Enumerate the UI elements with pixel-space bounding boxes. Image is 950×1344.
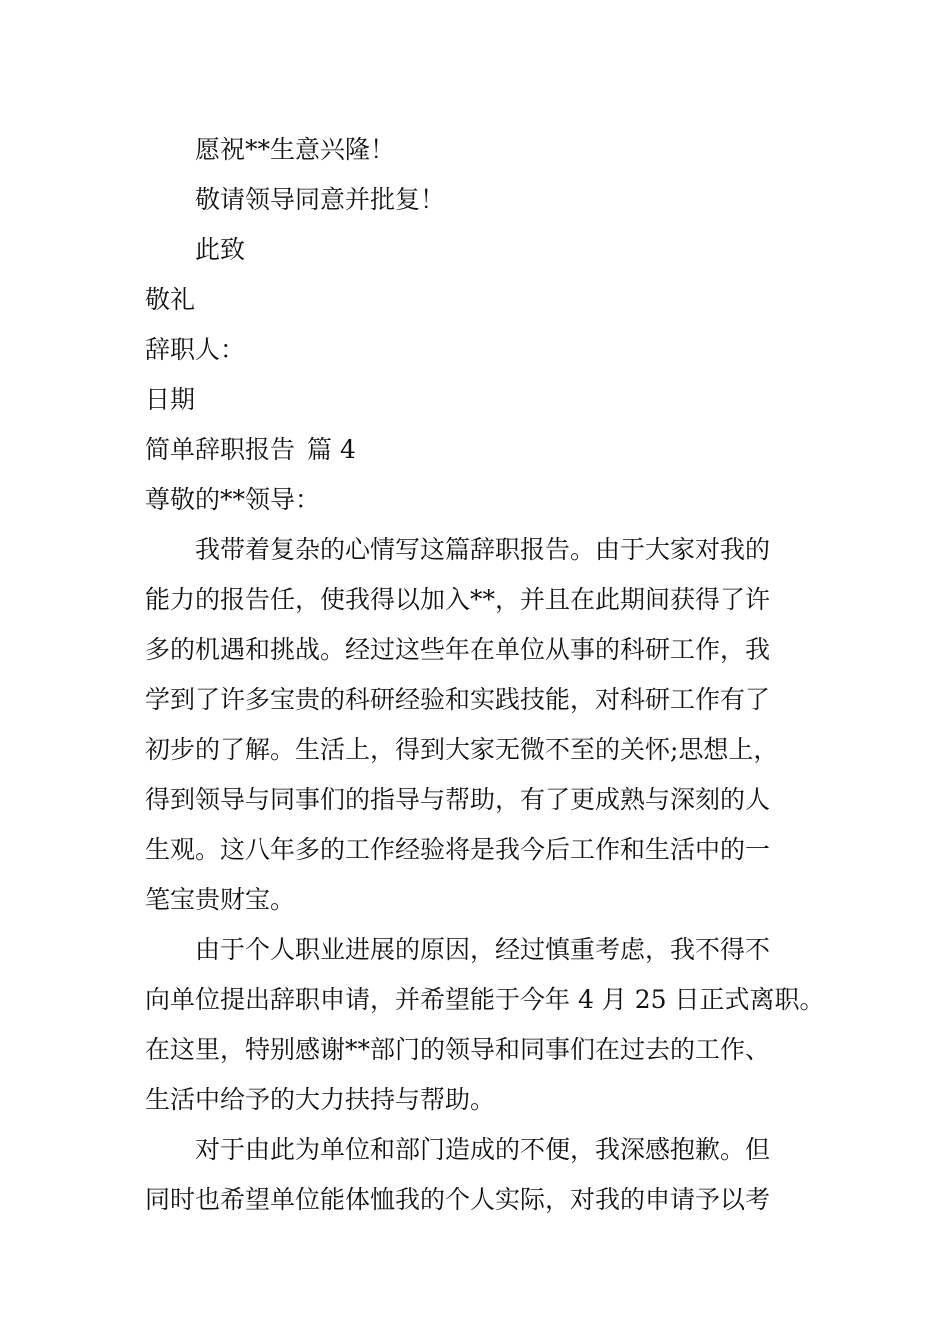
section-number: 篇 4 [307,435,356,464]
body-line: 多的机遇和挑战。经过这些年在单位从事的科研工作，我 [145,635,771,664]
section-title [145,434,356,466]
closing-date: 日期 [145,385,196,414]
closing-jingli: 敬礼 [145,285,196,314]
section-title-text: 简单辞职报告 [145,435,296,464]
body-line: 我带着复杂的心情写这篇辞职报告。由于大家对我的 [195,535,771,564]
closing-signer: 辞职人： [145,335,246,364]
body-line: 由于个人职业进展的原因，经过慎重考虑，我不得不 [195,935,771,964]
body-line: 初步的了解。生活上，得到大家无微不至的关怀;思想上， [145,735,779,764]
body-line: 生观。这八年多的工作经验将是我今后工作和生活中的一 [145,835,771,864]
body-line: 笔宝贵财宝。 [145,885,296,914]
body-line: 得到领导与同事们的指导与帮助，有了更成熟与深刻的人 [145,785,771,814]
closing-request: 敬请领导同意并批复！ [195,185,446,214]
body-line: 向单位提出辞职申请，并希望能于今年 4 月 25 日正式离职。 [145,985,825,1014]
salutation: 尊敬的**领导： [145,485,321,514]
body-line: 能力的报告任，使我得以加入**，并且在此期间获得了许 [145,585,771,614]
closing-wish: 愿祝**生意兴隆！ [195,135,396,164]
body-line: 学到了许多宝贵的科研经验和实践技能，对科研工作有了 [145,685,771,714]
closing-zhici: 此致 [195,235,246,264]
body-line: 生活中给予的大力扶持与帮助。 [145,1085,496,1114]
body-line: 同时也希望单位能体恤我的个人实际，对我的申请予以考 [145,1185,771,1214]
body-line: 对于由此为单位和部门造成的不便，我深感抱歉。但 [195,1135,771,1164]
body-line: 在这里，特别感谢**部门的领导和同事们在过去的工作、 [145,1035,771,1064]
